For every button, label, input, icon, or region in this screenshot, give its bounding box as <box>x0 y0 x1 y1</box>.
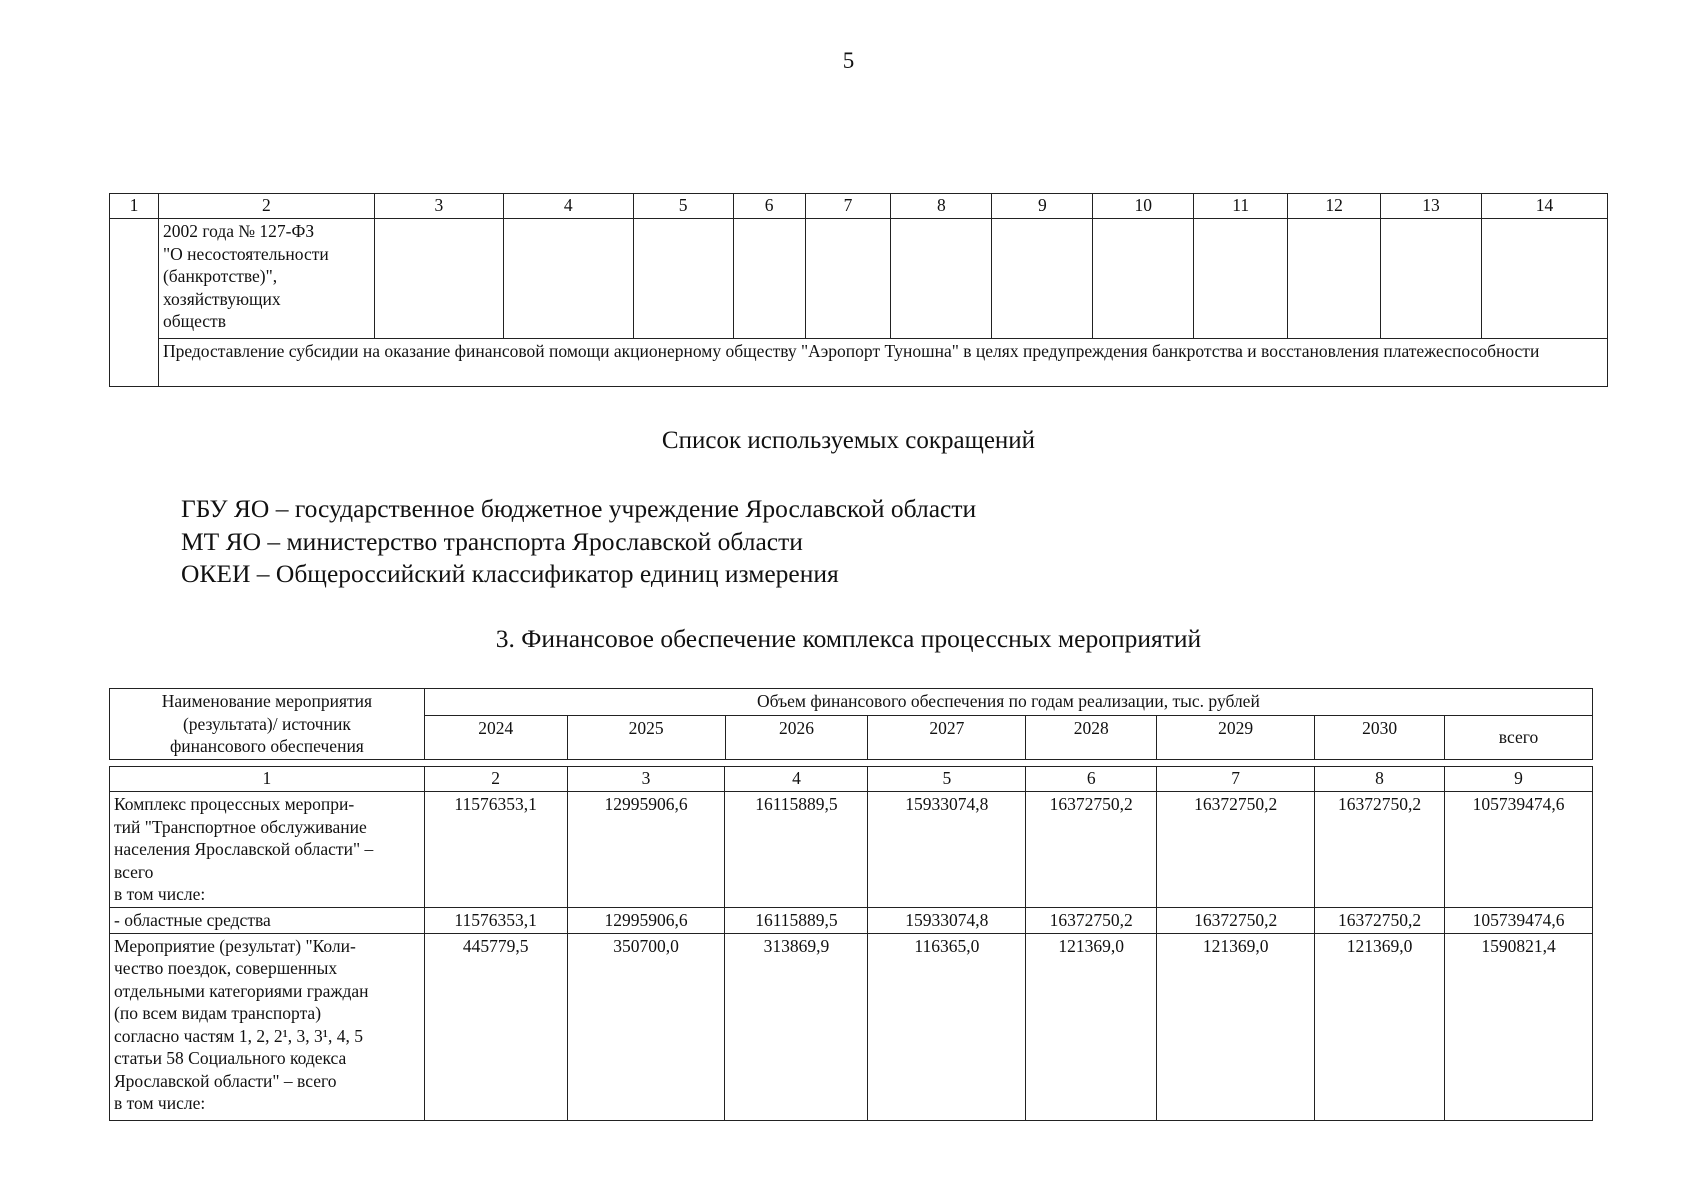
row-name <box>110 933 425 1120</box>
text-line: (по всем видам транспорта) <box>114 1003 322 1023</box>
col-index: 2 <box>424 767 567 792</box>
value-cell: 15933074,8 <box>868 908 1026 934</box>
year-header: 2025 <box>567 716 725 759</box>
year-header: всего <box>1445 716 1593 759</box>
empty-cell <box>374 219 503 339</box>
empty-cell <box>1381 219 1482 339</box>
value-cell: 16372750,2 <box>1026 792 1157 908</box>
col-number: 1 <box>110 194 159 219</box>
value-cell: 1590821,4 <box>1445 933 1593 1120</box>
value-cell: 16372750,2 <box>1315 792 1445 908</box>
value-cell: 16115889,5 <box>725 908 868 934</box>
value-cell: 11576353,1 <box>424 908 567 934</box>
value-cell: 12995906,6 <box>567 908 725 934</box>
header-line: Наименование мероприятия <box>161 691 373 711</box>
col-number: 4 <box>503 194 633 219</box>
text-line: Мероприятие (результат) "Коли- <box>114 935 356 956</box>
text-line: Ярославской области" – всего <box>114 1070 337 1091</box>
abbreviations-heading: Список используемых сокращений <box>661 427 1036 454</box>
value-cell: 121369,0 <box>1026 933 1157 1120</box>
abbreviation-item: МТ ЯО – министерство транспорта Ярославской области <box>181 526 803 556</box>
col-number: 14 <box>1481 194 1607 219</box>
col-index: 6 <box>1026 767 1157 792</box>
col-index: 9 <box>1445 767 1593 792</box>
value-cell: 350700,0 <box>567 933 725 1120</box>
law-reference-cell <box>158 219 374 339</box>
col-index: 4 <box>725 767 868 792</box>
description-row <box>110 339 1608 387</box>
description-cell: Предоставление субсидии на оказание финансовой помощи акционерному обществу "Аэропорт Туношна" в целях предупреждения банкротства и восстановления платежеспособности <box>158 339 1607 387</box>
text-line: "О несостоятельности <box>162 243 329 264</box>
empty-cell <box>1288 219 1381 339</box>
text-line: согласно частям 1, 2, 2¹, 3, 3¹, 4, 5 <box>114 1025 364 1046</box>
table-row <box>110 219 1608 339</box>
value-cell: 116365,0 <box>868 933 1026 1120</box>
col-number: 9 <box>992 194 1093 219</box>
table-row <box>110 908 1593 934</box>
empty-cell <box>110 219 159 387</box>
value-cell: 105739474,6 <box>1445 908 1593 934</box>
empty-cell <box>503 219 633 339</box>
column-number-row <box>110 194 1608 219</box>
col-number: 6 <box>733 194 805 219</box>
row-name <box>110 792 425 908</box>
header-row <box>110 689 1593 716</box>
value-cell: 16372750,2 <box>1157 908 1315 934</box>
value-cell: 12995906,6 <box>567 792 725 908</box>
col-index: 8 <box>1315 767 1445 792</box>
value-cell: 121369,0 <box>1157 933 1315 1120</box>
value-cell: 16115889,5 <box>725 792 868 908</box>
col-number: 11 <box>1194 194 1288 219</box>
abbreviation-item: ОКЕИ – Общероссийский классификатор единиц измерения <box>181 559 839 588</box>
empty-cell <box>1481 219 1607 339</box>
text-line: 2002 года № 127-ФЗ <box>162 221 315 241</box>
empty-cell <box>633 219 733 339</box>
year-header: 2029 <box>1157 716 1315 759</box>
text-line: чество поездок, совершенных <box>114 958 338 978</box>
volume-header: Объем финансового обеспечения по годам реализации, тыс. рублей <box>424 689 1592 716</box>
text-line: хозяйствующих <box>162 288 281 309</box>
empty-cell <box>1093 219 1194 339</box>
value-cell: 445779,5 <box>424 933 567 1120</box>
year-header: 2027 <box>868 716 1026 759</box>
col-number: 5 <box>633 194 733 219</box>
col-number: 2 <box>158 194 374 219</box>
text-line: статьи 58 Социального кодекса <box>114 1048 347 1068</box>
table-row <box>110 792 1593 908</box>
text-line: - областные средства <box>114 910 271 930</box>
row-name <box>110 908 425 934</box>
year-header: 2024 <box>424 716 567 759</box>
text-line: (банкротстве)", <box>162 266 278 286</box>
empty-cell <box>805 219 891 339</box>
text-line: обществ <box>162 311 226 331</box>
finance-table-header <box>109 688 1593 760</box>
text-line: отдельными категориями граждан <box>114 980 369 1001</box>
col-index: 1 <box>110 767 425 792</box>
text-line: всего <box>114 861 154 882</box>
col-index: 7 <box>1157 767 1315 792</box>
value-cell: 16372750,2 <box>1026 908 1157 934</box>
value-cell: 16372750,2 <box>1157 792 1315 908</box>
value-cell: 15933074,8 <box>868 792 1026 908</box>
name-header <box>110 689 425 760</box>
value-cell: 16372750,2 <box>1315 908 1445 934</box>
header-line: финансового обеспечения <box>169 736 364 756</box>
col-number: 12 <box>1288 194 1381 219</box>
page-number: 5 <box>842 48 855 73</box>
abbreviations-list <box>181 493 976 591</box>
value-cell: 121369,0 <box>1315 933 1445 1120</box>
col-number: 13 <box>1381 194 1482 219</box>
text-line: населения Ярославской области" – <box>114 839 374 859</box>
text-line: в том числе: <box>114 1093 206 1113</box>
empty-cell <box>891 219 992 339</box>
value-cell: 105739474,6 <box>1445 792 1593 908</box>
text-line: в том числе: <box>114 884 206 904</box>
col-index: 5 <box>868 767 1026 792</box>
text-line: Комплекс процессных меропри- <box>114 794 355 814</box>
continued-table <box>109 193 1608 387</box>
value-cell: 11576353,1 <box>424 792 567 908</box>
empty-cell <box>992 219 1093 339</box>
abbreviation-item: ГБУ ЯО – государственное бюджетное учреждение Ярославской области <box>181 494 977 523</box>
col-number: 7 <box>805 194 891 219</box>
column-index-row <box>110 767 1593 792</box>
text-line: тий "Транспортное обслуживание <box>114 816 367 837</box>
col-number: 3 <box>374 194 503 219</box>
table-row <box>110 933 1593 1120</box>
year-header: 2026 <box>725 716 868 759</box>
col-number: 10 <box>1093 194 1194 219</box>
year-header: 2030 <box>1315 716 1445 759</box>
header-line: (результата)/ источник <box>182 713 351 734</box>
year-header: 2028 <box>1026 716 1157 759</box>
finance-table <box>109 766 1593 1121</box>
col-index: 3 <box>567 767 725 792</box>
empty-cell <box>733 219 805 339</box>
value-cell: 313869,9 <box>725 933 868 1120</box>
col-number: 8 <box>891 194 992 219</box>
section-title: 3. Финансовое обеспечение комплекса процессных мероприятий <box>495 624 1202 653</box>
empty-cell <box>1194 219 1288 339</box>
